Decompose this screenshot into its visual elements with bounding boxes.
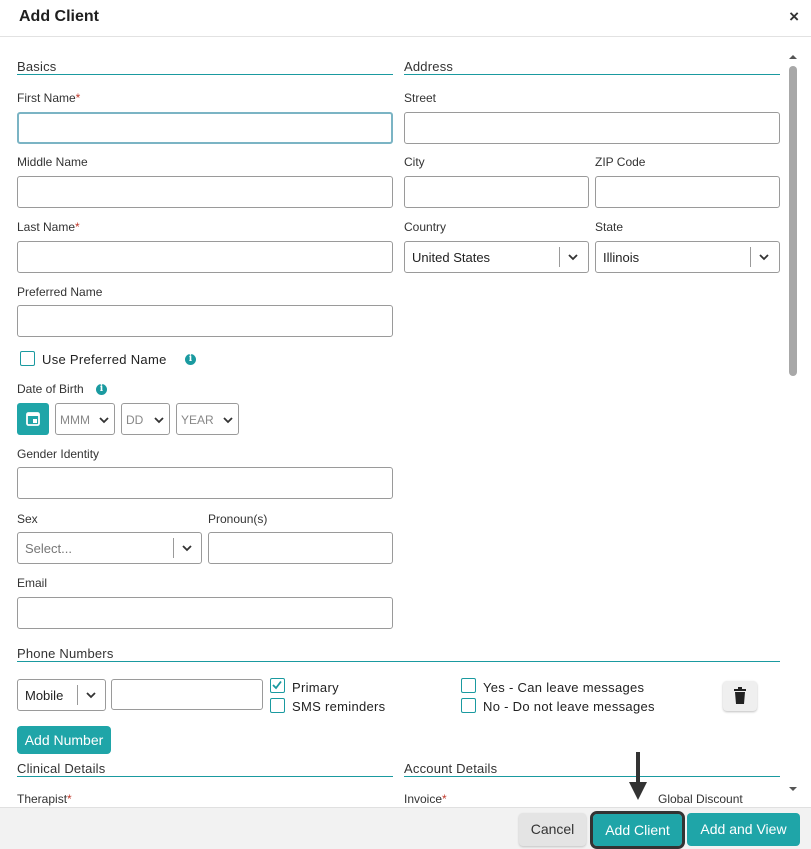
close-icon[interactable]: × [789,7,799,26]
section-divider [17,776,393,777]
street-label: Street [404,91,437,105]
section-divider [17,661,780,662]
middle-name-label: Middle Name [17,155,88,169]
primary-label: Primary [292,680,339,695]
dialog-footer [0,807,811,849]
info-icon[interactable]: i [185,354,196,365]
cancel-button[interactable]: Cancel [519,813,586,846]
leave-messages-no-label: No - Do not leave messages [483,699,655,714]
dialog-title: Add Client [19,8,99,25]
section-title-address: Address [404,59,454,74]
sex-select[interactable]: Select... [17,532,202,564]
dob-month-select[interactable]: MMM [55,403,115,435]
sms-reminders-checkbox[interactable] [270,698,285,713]
city-input[interactable] [404,176,589,208]
leave-messages-yes-label: Yes - Can leave messages [483,680,645,695]
country-select[interactable]: United States [404,241,589,273]
primary-checkbox[interactable] [270,678,285,693]
calendar-button[interactable] [17,403,49,435]
gender-identity-label: Gender Identity [17,447,100,461]
state-select[interactable]: Illinois [595,241,780,273]
preferred-name-label: Preferred Name [17,285,103,299]
phone-type-select[interactable]: Mobile [17,679,106,711]
section-divider [404,776,780,777]
zip-label: ZIP Code [595,155,646,169]
section-title-basics: Basics [17,59,57,74]
chevron-down-icon [154,415,164,425]
add-client-button[interactable]: Add Client [593,814,682,846]
calendar-icon [17,403,49,435]
country-label: Country [404,220,447,234]
check-icon [271,679,283,691]
middle-name-input[interactable] [17,176,393,208]
section-divider [404,74,780,75]
section-title-clinical: Clinical Details [17,761,106,776]
scroll-up-icon[interactable] [786,52,800,62]
email-label: Email [17,576,48,590]
add-number-button[interactable]: Add Number [17,726,111,754]
add-and-view-button[interactable]: Add and View [687,813,800,846]
use-preferred-name-checkbox[interactable] [20,351,35,366]
dob-label: Date of Birth [17,382,84,396]
dob-day-select[interactable]: DD [121,403,170,435]
preferred-name-input[interactable] [17,305,393,337]
section-title-phone: Phone Numbers [17,646,114,661]
dob-year-select[interactable]: YEAR [176,403,239,435]
section-divider [17,74,393,75]
leave-messages-yes-checkbox[interactable] [461,678,476,693]
last-name-input[interactable] [17,241,393,273]
trash-icon [723,681,757,711]
first-name-input[interactable] [17,112,393,144]
gender-identity-input[interactable] [17,467,393,499]
dialog-body [0,37,811,807]
state-label: State [595,220,624,234]
city-label: City [404,155,425,169]
arrow-down-icon [628,752,648,802]
pronouns-label: Pronoun(s) [208,512,268,526]
last-name-label: Last Name* [17,220,80,234]
email-input[interactable] [17,597,393,629]
leave-messages-no-checkbox[interactable] [461,698,476,713]
chevron-down-icon [182,543,192,553]
scrollbar-thumb[interactable] [789,66,797,376]
dialog-header [0,0,811,37]
scrollbar[interactable] [786,52,800,797]
therapist-label: Therapist* [17,792,72,806]
section-title-account: Account Details [404,761,498,776]
invoice-label: Invoice* [404,792,447,806]
scroll-down-icon[interactable] [786,784,800,794]
zip-input[interactable] [595,176,780,208]
phone-number-input[interactable] [111,679,263,710]
use-preferred-name-label: Use Preferred Name [42,352,167,367]
street-input[interactable] [404,112,780,144]
pronouns-input[interactable] [208,532,393,564]
delete-phone-button[interactable] [723,681,757,711]
first-name-label: First Name* [17,91,81,105]
chevron-down-icon [86,690,96,700]
sms-reminders-label: SMS reminders [292,699,386,714]
global-discount-label: Global Discount [658,792,743,806]
chevron-down-icon [759,252,769,262]
sex-label: Sex [17,512,38,526]
chevron-down-icon [223,415,233,425]
info-icon[interactable]: i [96,384,107,395]
chevron-down-icon [99,415,109,425]
chevron-down-icon [568,252,578,262]
